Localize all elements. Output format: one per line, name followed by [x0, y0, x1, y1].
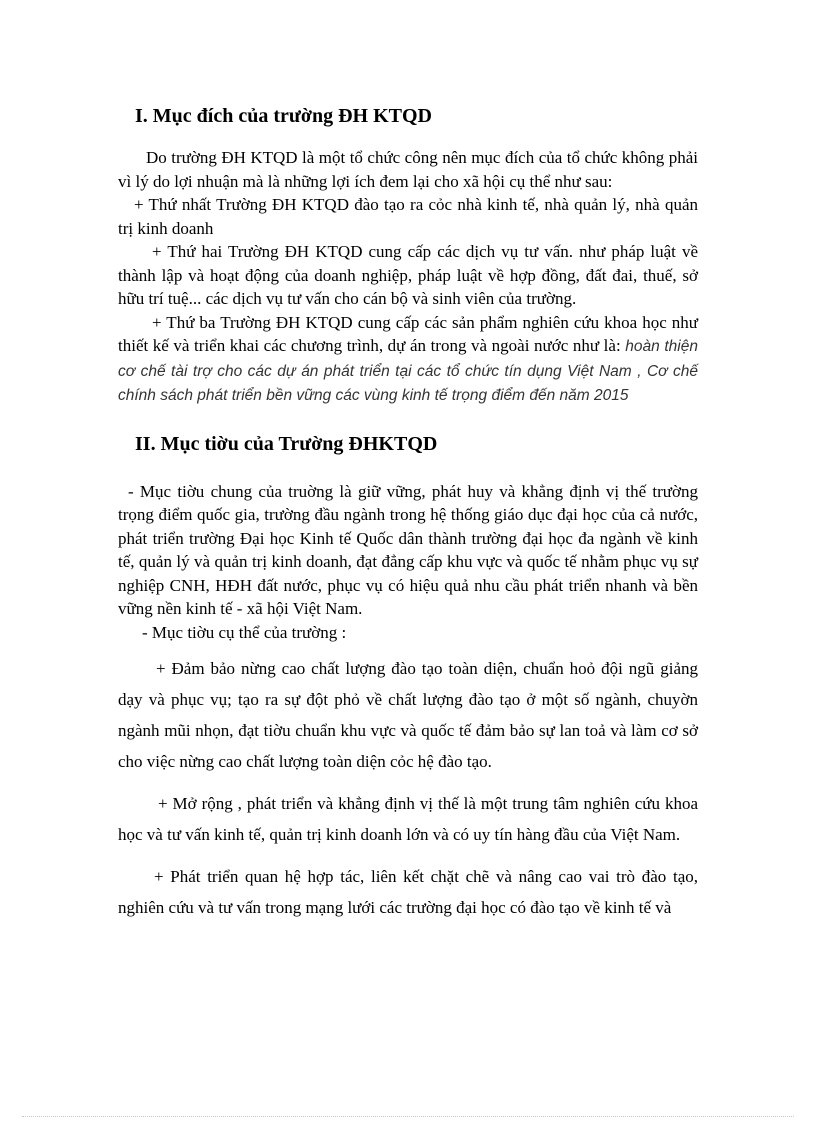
document-body: [118, 102, 698, 934]
section-2-heading: II. Mục tiờu của Trường ĐHKTQD: [135, 432, 438, 455]
section-1-point-3-text: + Thứ ba Trường ĐH KTQD cung cấp các sản phẩm nghiên cứu khoa học như thiết kế và triển khai các chương trình, dự án trong và ngoài nước như là:: [118, 312, 698, 355]
section-1-point-3: [118, 311, 698, 408]
section-1-point-2: + Thứ hai Trường ĐH KTQD cung cấp các dịch vụ tư vấn. như pháp luật về thành lập và hoạt động của doanh nghiệp, pháp luật về hợp đồng, đất đai, thuế, sở hữu trí tuệ... các dịch vụ tư vấn cho cán bộ và sinh viên của trường.: [118, 242, 698, 308]
section-1-heading: I. Mục đích của trường ĐH KTQD: [135, 105, 432, 127]
section-1-intro: Do trường ĐH KTQD là một tổ chức công nên mục đích của tổ chức không phải vì lý do lợi nhuận mà là những lợi ích đem lại cho xã hội cụ thể như sau:: [118, 148, 698, 191]
section-1-point-1: + Thứ nhất Trường ĐH KTQD đào tạo ra cỏc nhà kinh tế, nhà quản lý, nhà quản trị kinh doanh: [118, 195, 698, 238]
section-2-goal-1: + Đảm bảo nừng cao chất lượng đào tạo toàn diện, chuẩn hoỏ đội ngũ giảng dạy và phục vụ; tạo ra sự đột phỏ về chất lượng đào tạo ở một số ngành, chuyờn ngành mũi nhọn, đạt tiờu chuẩn khu vực và quốc tế đảm bảo sự lan toả và làm cơ sở cho việc nừng cao chất lượng toàn diện cỏc hệ đào tạo.: [118, 659, 698, 771]
page-bottom-divider: [22, 1116, 794, 1117]
section-2-general-goal: - Mục tiờu chung của truờng là giữ vững, phát huy và khẳng định vị thế trường trọng điểm quốc gia, trường đầu ngành trong hệ thống giáo dục đại học của cả nước, phát triển trường Đại học Kinh tế Quốc dân thành trường đại học đa ngành về kinh tế, quản lý và quản trị kinh doanh, đạt đẳng cấp khu vực và quốc tế nhằm phục vụ sự nghiệp CNH, HĐH đất nước, phục vụ có hiệu quả nhu cầu phát triển nhanh và bền vững nền kinh tế - xã hội Việt Nam.: [118, 481, 698, 618]
section-2-specific-label: - Mục tiờu cụ thể của trường :: [142, 622, 347, 642]
section-1-point-3-italic: hoàn thiện cơ chế tài trợ cho các dự án phát triển tại các tổ chức tín dụng Việt Nam , Cơ chế chính sách phát triển bền vững các vùng kinh tế trọng điểm đến năm 2015: [118, 338, 698, 404]
section-2-goal-3: + Phát triển quan hệ hợp tác, liên kết chặt chẽ và nâng cao vai trò đào tạo, nghiên cứu và tư vấn trong mạng lưới các trường đại học có đào tạo về kinh tế và: [118, 867, 698, 917]
section-2-goal-2: + Mở rộng , phát triển và khẳng định vị thế là một trung tâm nghiên cứu khoa học và tư vấn kinh tế, quản trị kinh doanh lớn và có uy tín hàng đầu của Việt Nam.: [118, 794, 698, 844]
